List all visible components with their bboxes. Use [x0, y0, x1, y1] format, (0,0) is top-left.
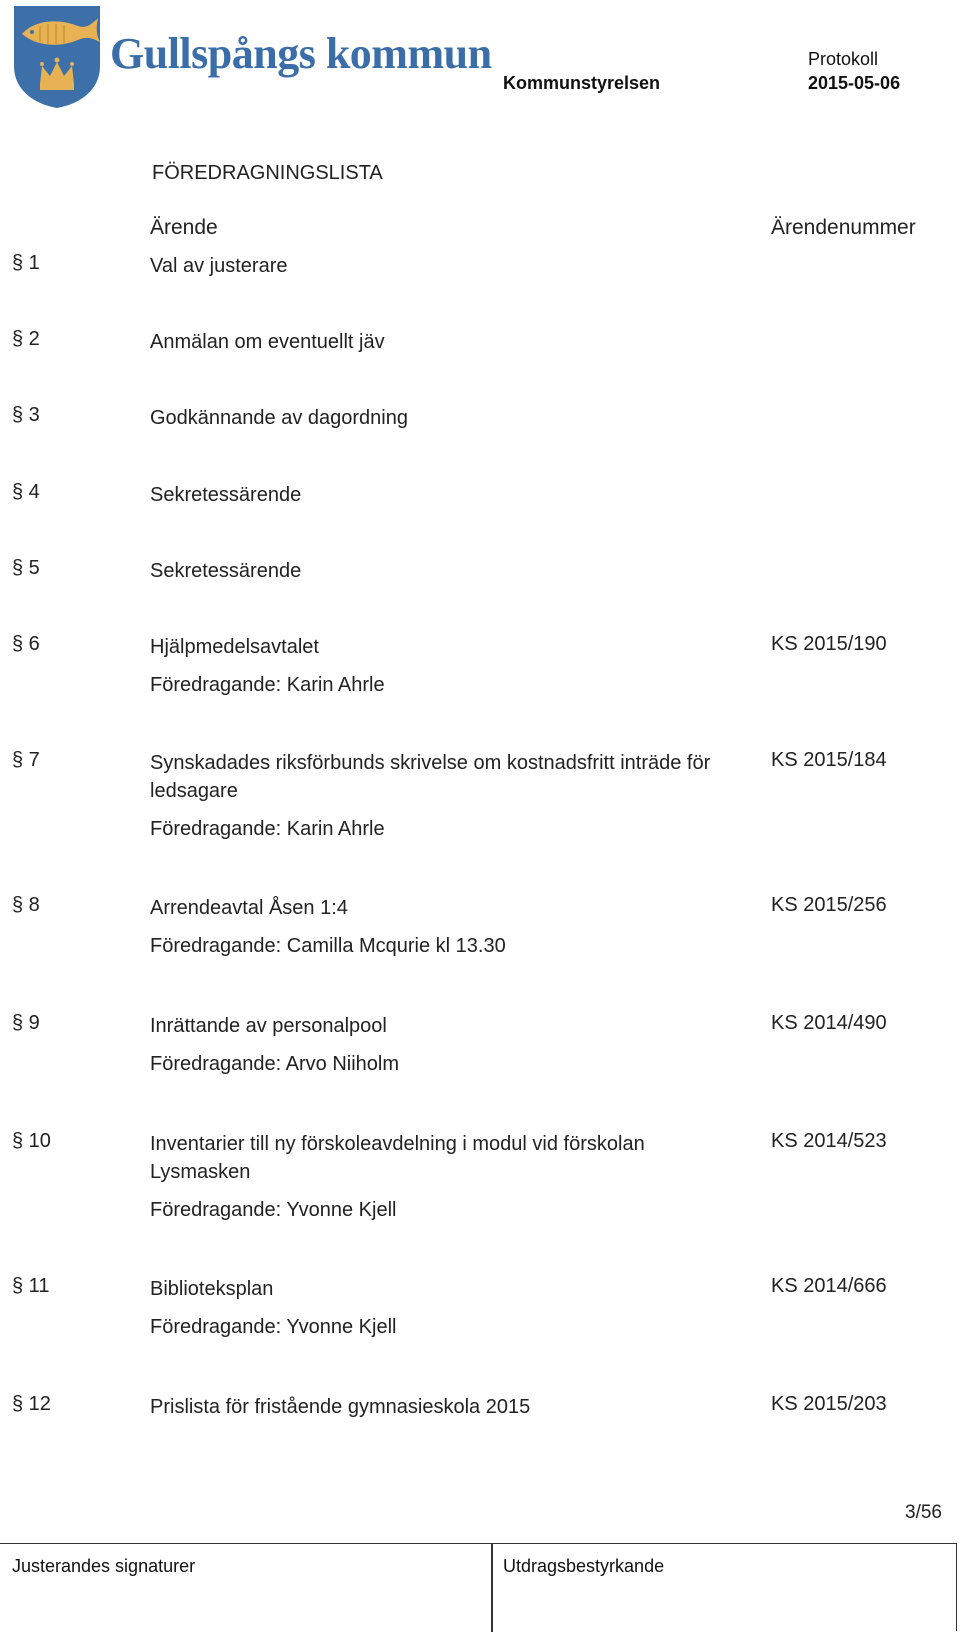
item-title: Val av justerare [150, 255, 288, 277]
column-header-case-number: Ärendenummer [771, 216, 916, 239]
item-number: § 11 [12, 1275, 50, 1297]
item-number: § 6 [12, 633, 40, 655]
signature-footer [0, 1543, 957, 1631]
item-number: § 7 [12, 749, 40, 771]
item-number: § 9 [12, 1012, 40, 1034]
extract-certification-label: Utdragsbestyrkande [503, 1556, 665, 1576]
item-number: § 4 [12, 481, 40, 503]
item-title: Biblioteksplan [150, 1278, 274, 1300]
item-case-number: KS 2015/256 [771, 894, 887, 916]
item-title: Inventarier till ny förskoleavdelning i modul vid förskolan Lysmasken [150, 1133, 645, 1183]
item-presenter: Föredragande: Karin Ahrle [150, 674, 385, 696]
document-type: Protokoll [808, 49, 879, 69]
meeting-date: 2015-05-06 [808, 73, 901, 93]
item-title: Sekretessärende [150, 560, 302, 582]
committee-name: Kommunstyrelsen [503, 73, 661, 93]
item-number: § 3 [12, 404, 40, 426]
page-number: 3/56 [905, 1502, 942, 1523]
item-title: Synskadades riksförbunds skrivelse om kostnadsfritt inträde för ledsagare [150, 752, 711, 802]
item-presenter: Föredragande: Yvonne Kjell [150, 1199, 397, 1221]
item-number: § 5 [12, 557, 40, 579]
item-number: § 1 [12, 252, 40, 274]
organization-name: Gullspångs kommun [110, 29, 492, 78]
municipal-coat-of-arms-icon [12, 4, 102, 110]
item-title: Anmälan om eventuellt jäv [150, 331, 385, 353]
item-presenter: Föredragande: Camilla Mcqurie kl 13.30 [150, 935, 506, 957]
item-case-number: KS 2015/184 [771, 749, 887, 771]
item-title: Hjälpmedelsavtalet [150, 636, 319, 658]
item-number: § 12 [12, 1393, 51, 1415]
adjusters-signatures-label: Justerandes signaturer [12, 1556, 196, 1576]
item-case-number: KS 2014/666 [771, 1275, 887, 1297]
footer-divider [491, 1544, 493, 1632]
item-case-number: KS 2014/490 [771, 1012, 887, 1034]
column-header-matter: Ärende [150, 216, 218, 239]
item-presenter: Föredragande: Karin Ahrle [150, 818, 385, 840]
item-number: § 10 [12, 1130, 51, 1152]
item-title: Prislista för fristående gymnasieskola 2015 [150, 1396, 531, 1418]
agenda-title: FÖREDRAGNINGSLISTA [152, 162, 383, 184]
item-case-number: KS 2015/190 [771, 633, 887, 655]
item-title: Sekretessärende [150, 484, 302, 506]
item-presenter: Föredragande: Arvo Niiholm [150, 1053, 400, 1075]
item-title: Godkännande av dagordning [150, 407, 408, 429]
item-case-number: KS 2014/523 [771, 1130, 887, 1152]
item-case-number: KS 2015/203 [771, 1393, 887, 1415]
item-presenter: Föredragande: Yvonne Kjell [150, 1316, 397, 1338]
item-number: § 8 [12, 894, 40, 916]
item-title: Inrättande av personalpool [150, 1015, 387, 1037]
item-number: § 2 [12, 328, 40, 350]
item-title: Arrendeavtal Åsen 1:4 [150, 897, 348, 919]
